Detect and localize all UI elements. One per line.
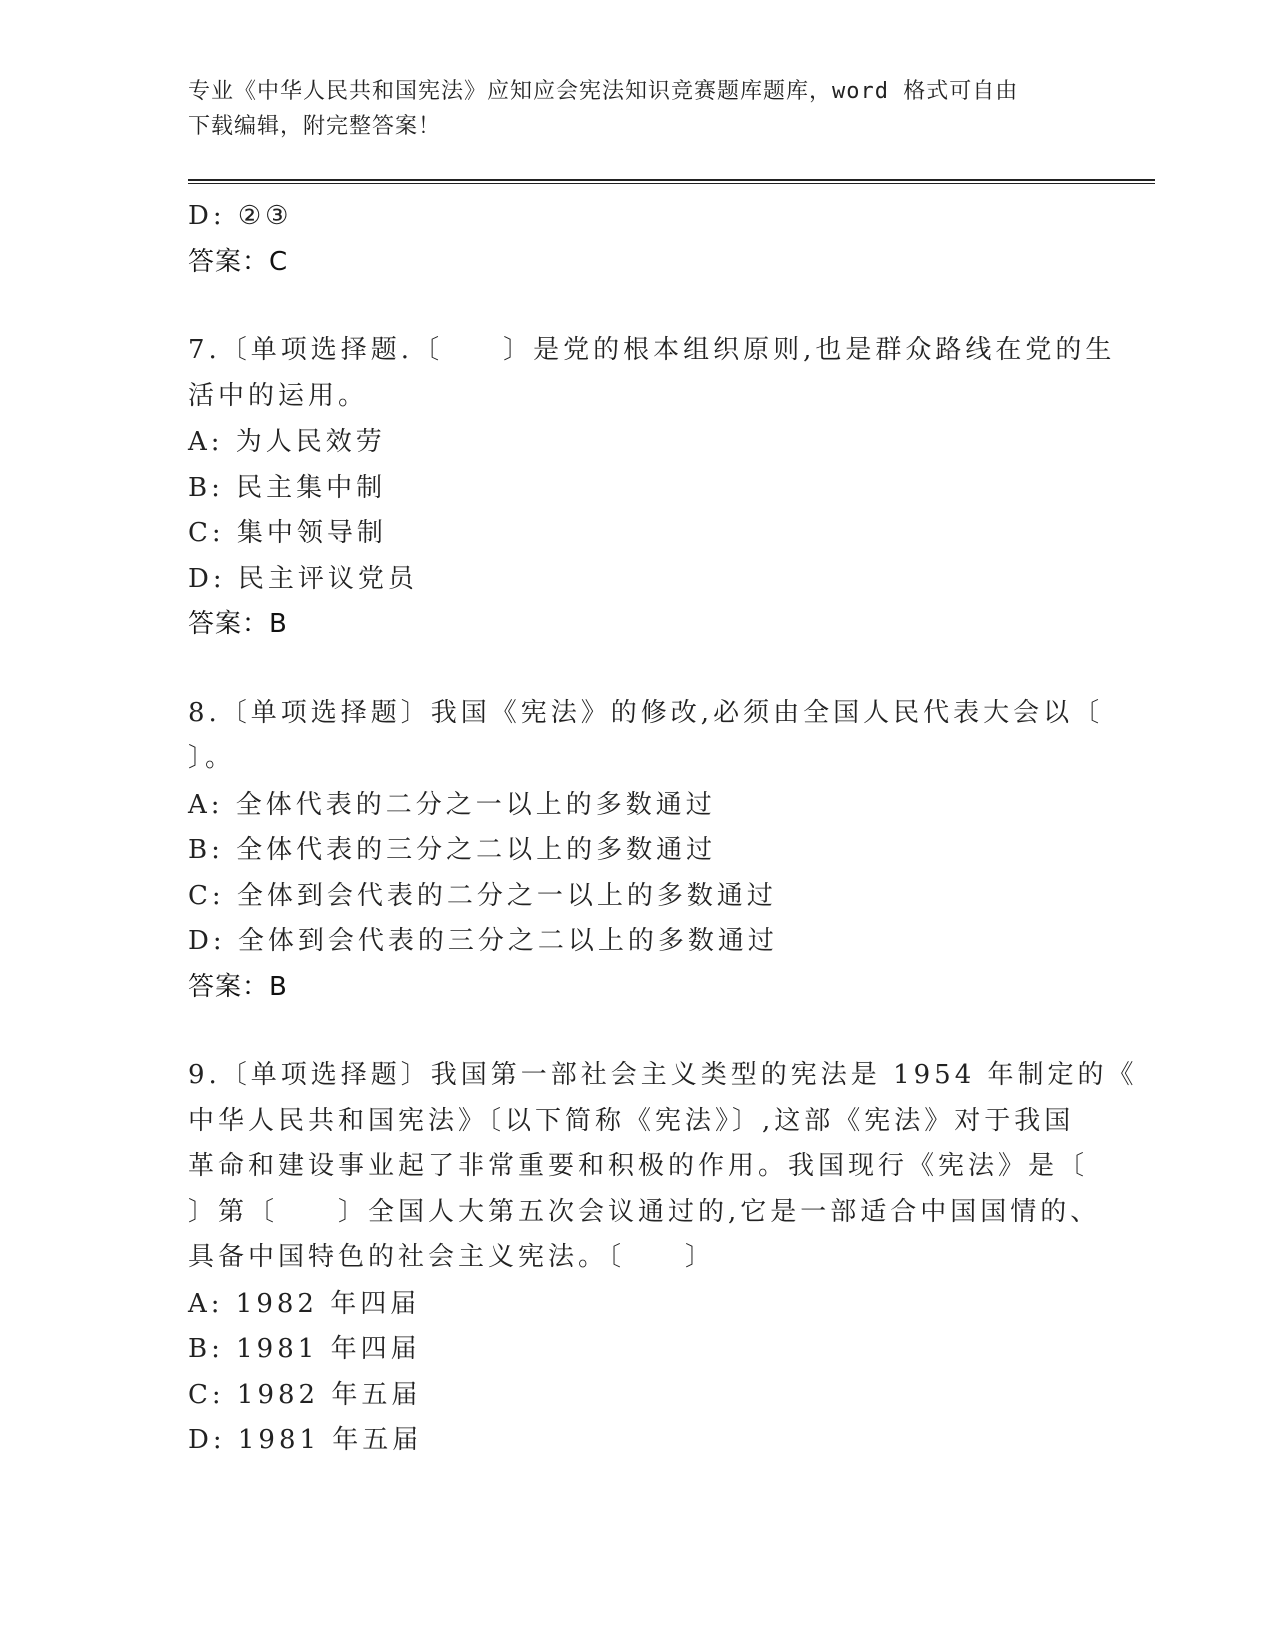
option-b: B: 民主集中制 xyxy=(188,472,387,503)
option-c: C: 集中领导制 xyxy=(188,518,387,548)
question-text-line: 中华人民共和国宪法》〔以下简称《宪法》〕,这部《宪法》对于我国 xyxy=(188,1105,1075,1136)
option-d: D: ②③ xyxy=(188,201,293,231)
header-line-1: 专业《中华人民共和国宪法》应知应会宪法知识竞赛题库题库，word 格式可自由 xyxy=(188,79,1019,104)
question-text-line: 7.〔单项选择题.〔 〕是党的根本组织原则,也是群众路线在党的生 xyxy=(188,335,1116,365)
option-d: D: 全体到会代表的三分之二以上的多数通过 xyxy=(188,926,778,956)
spacer xyxy=(188,1010,1088,1054)
question-text-line: 〕。 xyxy=(188,743,236,773)
question-text-line: 8.〔单项选择题〕我国《宪法》的修改,必须由全国人民代表大会以〔 xyxy=(188,697,1104,728)
option-c: C: 全体到会代表的二分之一以上的多数通过 xyxy=(188,880,777,911)
answer-line: 答案：C xyxy=(188,246,289,277)
option-d: D: 民主评议党员 xyxy=(188,563,418,594)
option-a: A: 为人民效劳 xyxy=(188,427,386,457)
question-7 xyxy=(188,329,1116,648)
question-text-line: 活中的运用。 xyxy=(188,380,369,411)
option-d: D: 1981 年五届 xyxy=(188,1425,423,1455)
answer-line: 答案：B xyxy=(188,609,288,639)
question-list xyxy=(188,194,1138,1464)
question-text-line: 具备中国特色的社会主义宪法。〔 〕 xyxy=(188,1242,716,1272)
option-b: B: 全体代表的三分之二以上的多数通过 xyxy=(188,835,717,865)
answer-line: 答案：B xyxy=(188,971,288,1002)
previous-question-tail xyxy=(188,194,1088,285)
spacer xyxy=(188,648,1088,692)
header-rule-thin xyxy=(188,183,1155,184)
question-text-line: 〕第〔 〕全国人大第五次会议通过的,它是一部适合中国国情的、 xyxy=(188,1196,1101,1227)
option-b: B: 1981 年四届 xyxy=(188,1334,421,1364)
option-a: A: 1982 年四届 xyxy=(188,1288,421,1319)
page-header xyxy=(188,74,1068,144)
option-a: A: 全体代表的二分之一以上的多数通过 xyxy=(188,789,716,820)
question-8 xyxy=(188,692,1104,1011)
option-c: C: 1982 年五届 xyxy=(188,1379,422,1410)
question-text-line: 9.〔单项选择题〕我国第一部社会主义类型的宪法是 1954 年制定的《 xyxy=(188,1060,1138,1090)
spacer xyxy=(188,285,1088,329)
question-9 xyxy=(188,1054,1138,1464)
header-line-2: 下载编辑，附完整答案！ xyxy=(188,114,442,139)
question-text-line: 革命和建设事业起了非常重要和积极的作用。我国现行《宪法》是〔 xyxy=(188,1151,1089,1181)
header-rule-thick xyxy=(188,179,1155,181)
